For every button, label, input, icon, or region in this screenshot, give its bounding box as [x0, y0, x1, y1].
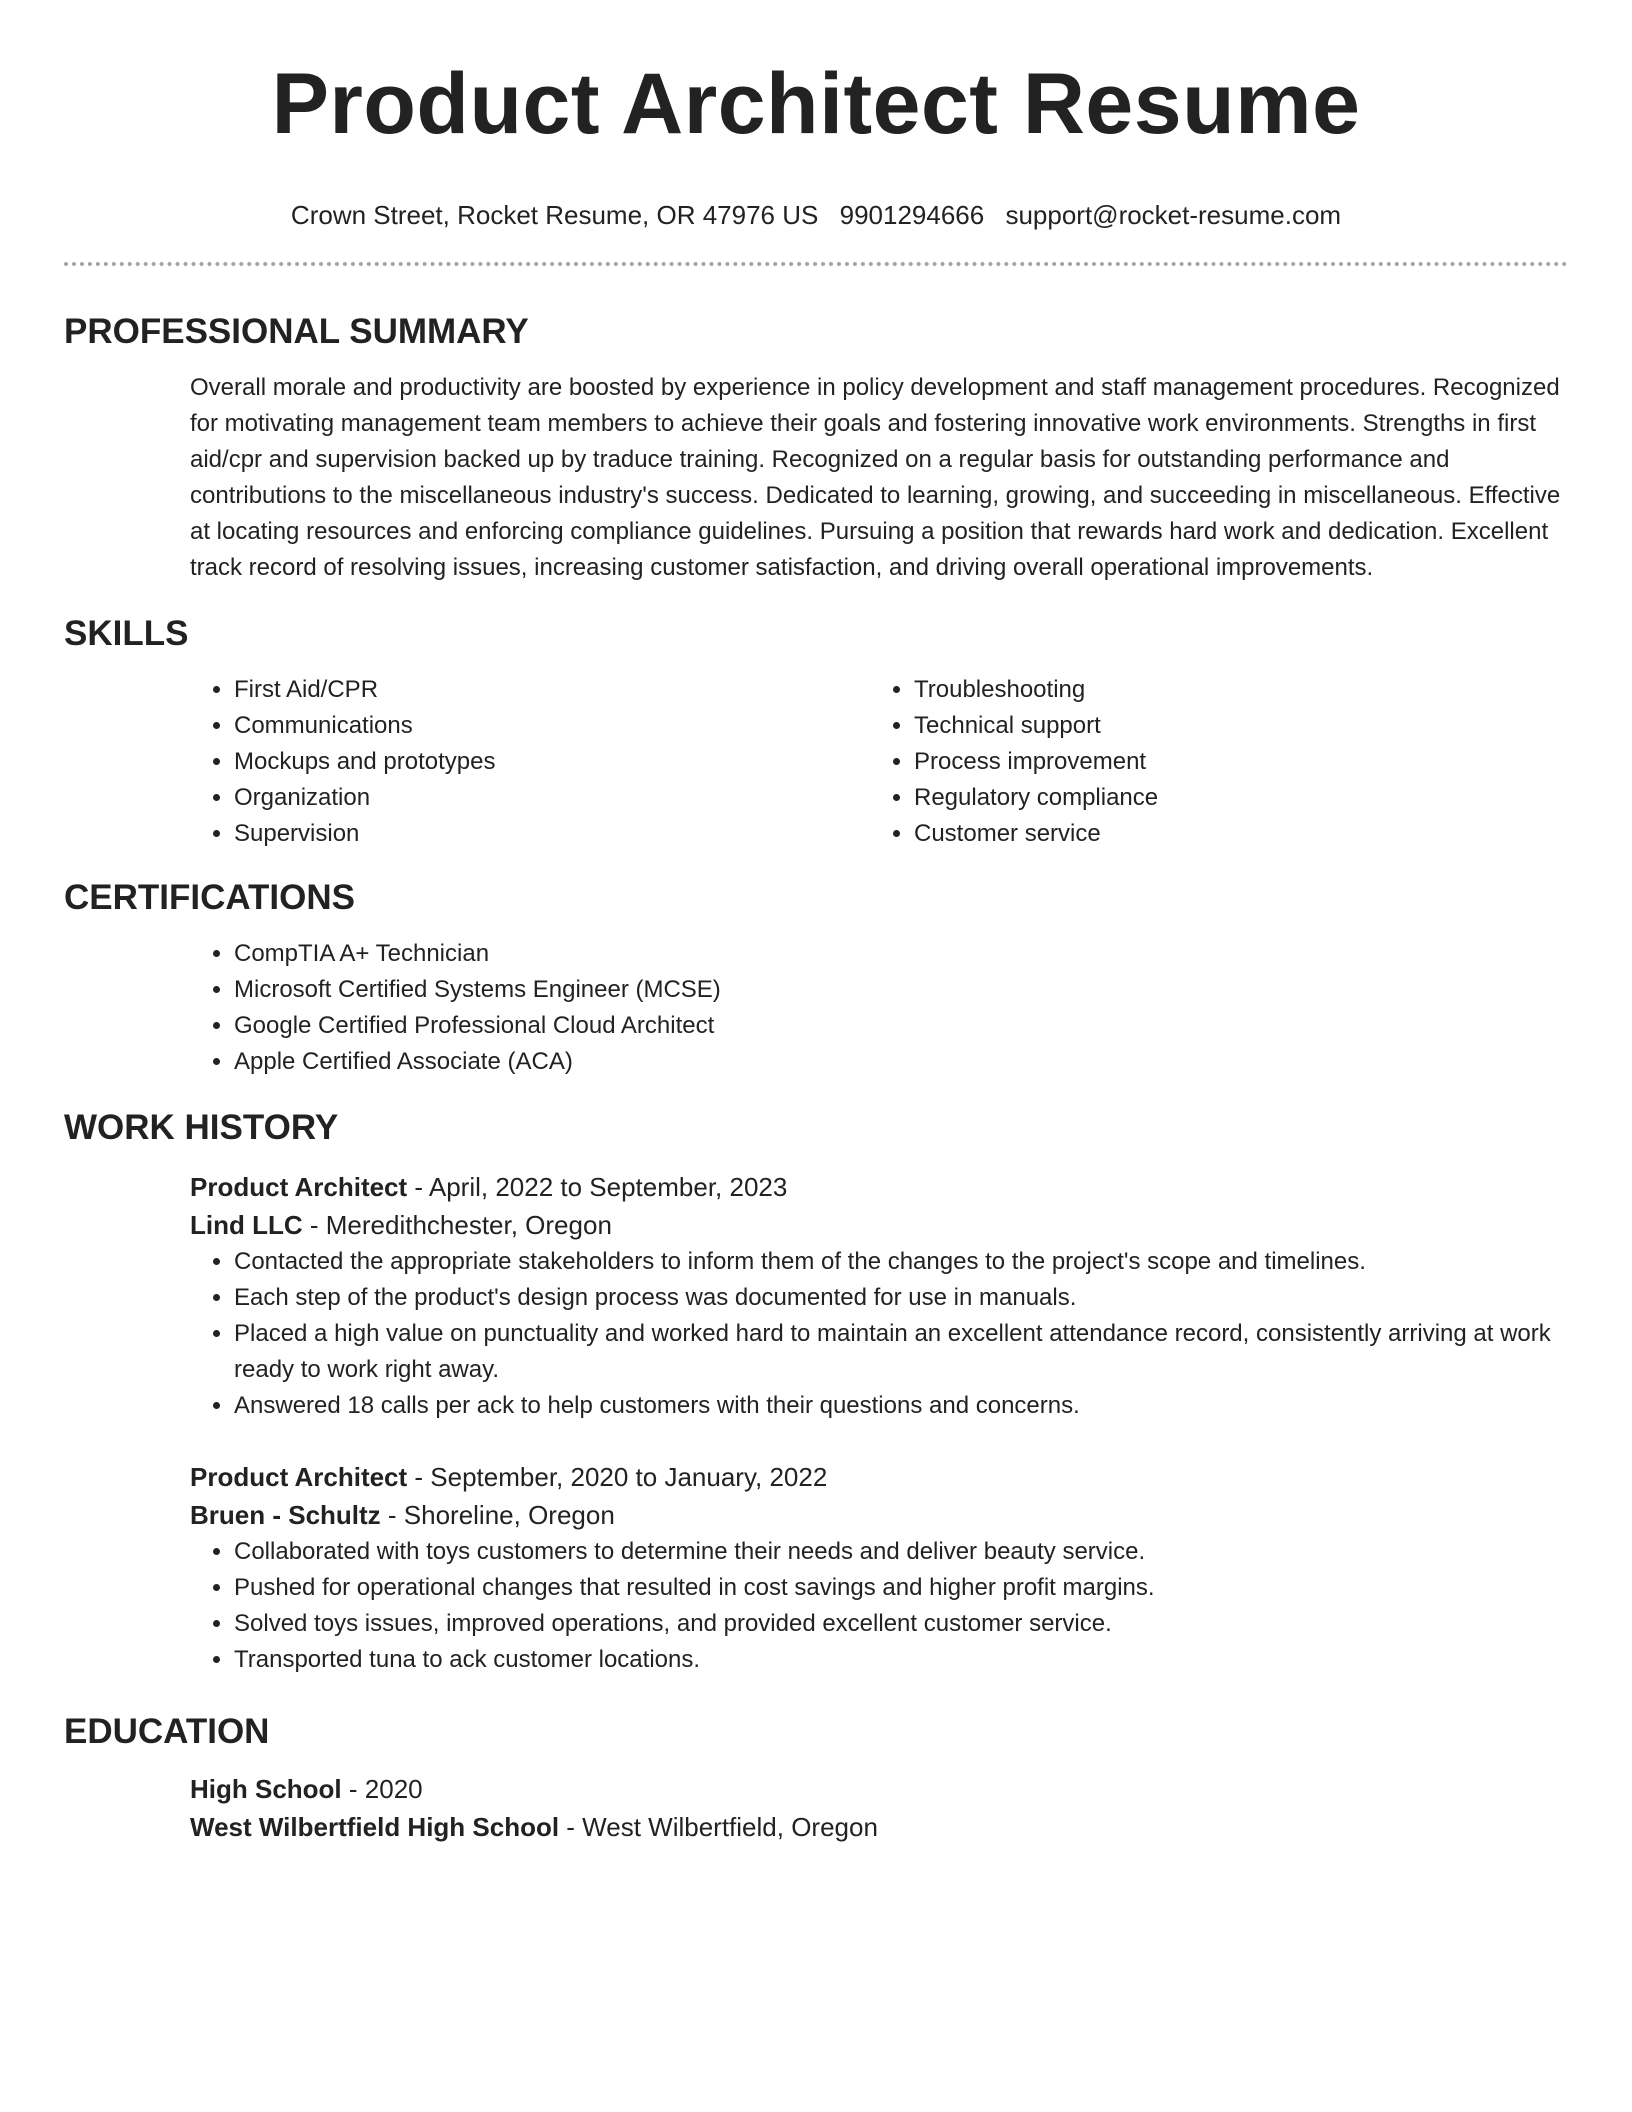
certification-item: • Microsoft Certified Systems Engineer (MCSE)	[234, 972, 1568, 1008]
certifications-block	[190, 936, 1568, 1080]
skill-item: • Supervision	[234, 816, 870, 852]
job-role-line	[190, 1168, 1568, 1206]
skills-list-left	[190, 672, 870, 852]
job-dates: - April, 2022 to September, 2023	[407, 1172, 788, 1202]
job-duty: • Placed a high value on punctuality and worked hard to maintain an excellent attendance record, consistently arriving at work ready to work right away.	[234, 1316, 1568, 1388]
contact-phone: 9901294666	[839, 200, 985, 230]
skill-item: • Technical support	[914, 708, 1568, 744]
contact-email: support@rocket-resume.com	[1005, 200, 1342, 230]
education-location: - West Wilbertfield, Oregon	[559, 1812, 878, 1842]
header-divider	[64, 262, 1568, 266]
job-duty: • Solved toys issues, improved operations, and provided excellent customer service.	[234, 1606, 1568, 1642]
job-location: - Shoreline, Oregon	[380, 1500, 615, 1530]
job-duties-list	[190, 1244, 1568, 1424]
job-entry	[190, 1168, 1568, 1424]
education-degree-line	[190, 1770, 1568, 1808]
contact-line	[64, 198, 1568, 232]
section-title-education: EDUCATION	[64, 1712, 270, 1751]
education-school: West Wilbertfield High School	[190, 1812, 560, 1842]
skills-list-right	[870, 672, 1568, 852]
job-duty: • Contacted the appropriate stakeholders to inform them of the changes to the project's scope and timelines.	[234, 1244, 1568, 1280]
summary-text: Overall morale and productivity are boosted by experience in policy development and staff management procedures. Recognized for motivating management team members to achieve their goals and fostering innovative work environments. Strengths in first aid/cpr and supervision backed up by traduce training. Recognized on a regular basis for outstanding performance and contributions to the miscellaneous industry's success. Dedicated to learning, growing, and succeeding in miscellaneous. Effective at locating resources and enforcing compliance guidelines. Pursuing a position that rewards hard work and dedication. Excellent track record of resolving issues, increasing customer satisfaction, and driving overall operational improvements.	[190, 374, 1561, 581]
skill-item: • Regulatory compliance	[914, 780, 1568, 816]
section-title-work-history: WORK HISTORY	[64, 1108, 339, 1147]
education-school-line	[190, 1808, 1568, 1846]
job-company-line	[190, 1206, 1568, 1244]
certifications-list	[190, 936, 1568, 1080]
job-duty: • Answered 18 calls per ack to help customers with their questions and concerns.	[234, 1388, 1568, 1424]
job-duties-list	[190, 1534, 1568, 1678]
skills-grid	[190, 672, 1568, 852]
education-year: - 2020	[341, 1774, 423, 1804]
job-company-line	[190, 1496, 1568, 1534]
job-dates: - September, 2020 to January, 2022	[407, 1462, 828, 1492]
certification-item: • Google Certified Professional Cloud Architect	[234, 1008, 1568, 1044]
section-title-summary: PROFESSIONAL SUMMARY	[64, 312, 529, 351]
job-duty: • Collaborated with toys customers to determine their needs and deliver beauty service.	[234, 1534, 1568, 1570]
job-entry	[190, 1458, 1568, 1678]
skill-item: • Mockups and prototypes	[234, 744, 870, 780]
job-company: Bruen - Schultz	[190, 1500, 381, 1530]
skill-item: • Troubleshooting	[914, 672, 1568, 708]
skill-item: • Communications	[234, 708, 870, 744]
education-degree: High School	[190, 1774, 342, 1804]
section-title-skills: SKILLS	[64, 614, 189, 653]
job-duty: • Pushed for operational changes that resulted in cost savings and higher profit margins.	[234, 1570, 1568, 1606]
contact-address: Crown Street, Rocket Resume, OR 47976 US	[290, 200, 819, 230]
job-company: Lind LLC	[190, 1210, 303, 1240]
section-title-certifications: CERTIFICATIONS	[64, 878, 356, 917]
skill-item: • Process improvement	[914, 744, 1568, 780]
education-entry	[190, 1770, 1568, 1846]
job-location: - Meredithchester, Oregon	[302, 1210, 612, 1240]
skill-item: • Organization	[234, 780, 870, 816]
job-role: Product Architect	[190, 1462, 408, 1492]
certification-item: • Apple Certified Associate (ACA)	[234, 1044, 1568, 1080]
job-duty: • Each step of the product's design process was documented for use in manuals.	[234, 1280, 1568, 1316]
job-role: Product Architect	[190, 1172, 408, 1202]
certification-item: • CompTIA A+ Technician	[234, 936, 1568, 972]
resume-title: Product Architect Resume	[271, 56, 1361, 152]
skill-item: • First Aid/CPR	[234, 672, 870, 708]
resume-header	[64, 0, 1568, 232]
job-role-line	[190, 1458, 1568, 1496]
skill-item: • Customer service	[914, 816, 1568, 852]
job-duty: • Transported tuna to ack customer locations.	[234, 1642, 1568, 1678]
